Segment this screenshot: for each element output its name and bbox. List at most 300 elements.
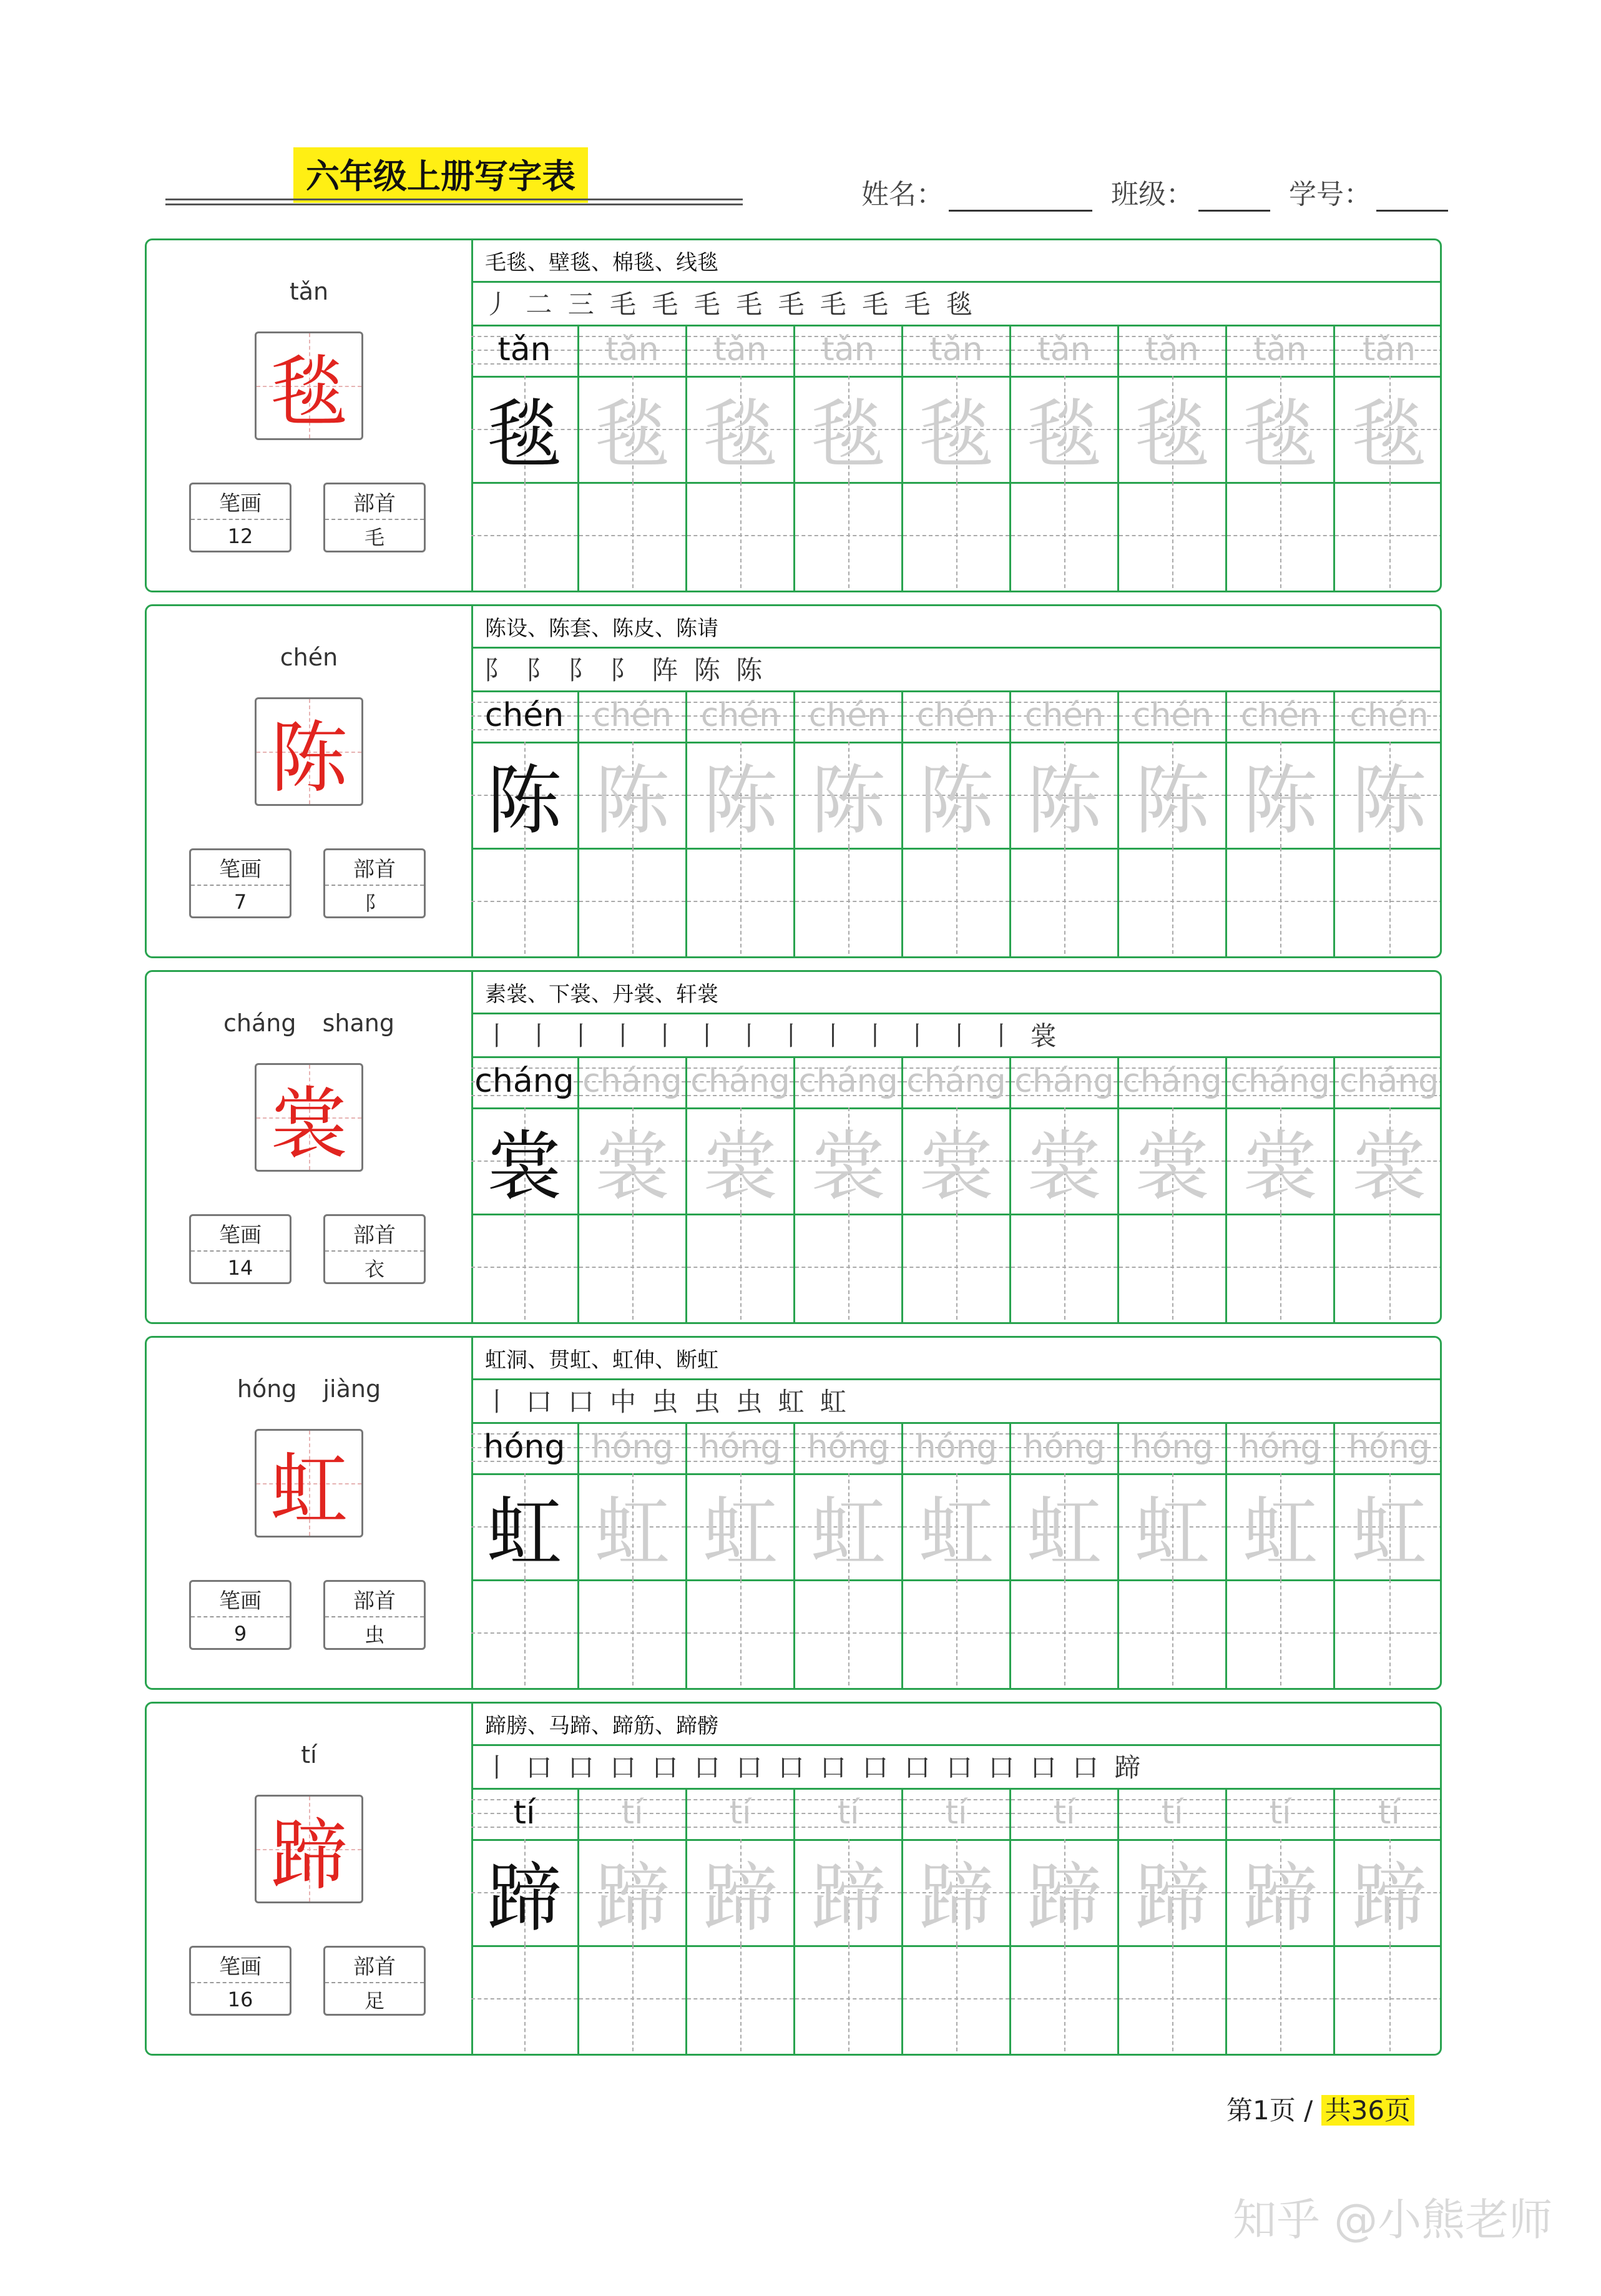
trace-cell[interactable] bbox=[903, 1473, 1009, 1581]
pinyin-cell[interactable] bbox=[1335, 325, 1442, 378]
character-block bbox=[145, 238, 1442, 592]
stroke-count-box bbox=[189, 1946, 291, 2016]
pinyin-trace: tǎn bbox=[1145, 331, 1199, 368]
practice-column bbox=[1335, 325, 1442, 591]
character-trace: 裳 bbox=[1243, 1124, 1318, 1210]
trace-cell[interactable] bbox=[579, 1473, 685, 1581]
radical-label: 部首 bbox=[325, 1582, 424, 1617]
pinyin-trace: chén bbox=[808, 697, 888, 734]
blank-writing-cell[interactable] bbox=[795, 1579, 901, 1685]
blank-writing-cell[interactable] bbox=[1335, 1579, 1442, 1685]
radical-box bbox=[323, 1580, 426, 1650]
pinyin-cell[interactable] bbox=[795, 1056, 901, 1109]
practice-column bbox=[1227, 1788, 1335, 2054]
trace-cell[interactable] bbox=[1335, 1107, 1442, 1215]
character-trace: 毯 bbox=[1135, 392, 1210, 479]
blank-writing-cell[interactable] bbox=[1119, 848, 1225, 954]
pinyin-cell[interactable] bbox=[1119, 690, 1225, 743]
blank-writing-cell[interactable] bbox=[1011, 1579, 1117, 1685]
pinyin-trace: tǎn bbox=[1362, 331, 1416, 368]
practice-column bbox=[1227, 1422, 1335, 1688]
blank-writing-cell[interactable] bbox=[795, 1214, 901, 1320]
blank-writing-cell[interactable] bbox=[903, 1214, 1009, 1320]
trace-cell[interactable] bbox=[1011, 742, 1117, 850]
blank-writing-cell[interactable] bbox=[1011, 848, 1117, 954]
trace-cell[interactable] bbox=[1011, 1839, 1117, 1947]
trace-cell[interactable] bbox=[1227, 1107, 1333, 1215]
pinyin-cell[interactable] bbox=[1119, 1422, 1225, 1475]
trace-cell[interactable] bbox=[471, 1473, 577, 1581]
character-trace: 虹 bbox=[1027, 1489, 1102, 1576]
character-trace: 陈 bbox=[811, 758, 886, 845]
practice-column bbox=[471, 690, 579, 956]
practice-area bbox=[471, 240, 1440, 591]
character-block bbox=[145, 1702, 1442, 2056]
practice-column bbox=[579, 690, 687, 956]
example-words: 蹄膀、马蹄、蹄筋、蹄髈 bbox=[471, 1704, 1440, 1746]
pinyin-cell[interactable] bbox=[1011, 1422, 1117, 1475]
trace-cell[interactable] bbox=[687, 1107, 793, 1215]
pinyin-cell[interactable] bbox=[1011, 1056, 1117, 1109]
blank-writing-cell[interactable] bbox=[579, 848, 685, 954]
practice-grid bbox=[471, 1422, 1440, 1688]
pinyin-cell[interactable] bbox=[579, 1788, 685, 1841]
trace-cell[interactable] bbox=[579, 376, 685, 484]
blank-writing-cell[interactable] bbox=[1335, 848, 1442, 954]
practice-column bbox=[1011, 325, 1119, 591]
pinyin-cell[interactable] bbox=[471, 1422, 577, 1475]
practice-column bbox=[795, 690, 903, 956]
practice-column bbox=[1011, 1422, 1119, 1688]
blank-writing-cell[interactable] bbox=[1335, 482, 1442, 588]
trace-cell[interactable] bbox=[471, 1839, 577, 1947]
stroke-count-value: 16 bbox=[227, 1988, 253, 2011]
stroke-count-value: 7 bbox=[233, 890, 247, 914]
trace-cell[interactable] bbox=[903, 376, 1009, 484]
blank-writing-cell[interactable] bbox=[1227, 848, 1333, 954]
pinyin-trace: tǎn bbox=[605, 331, 659, 368]
character-trace: 裳 bbox=[595, 1124, 670, 1210]
trace-cell[interactable] bbox=[579, 1107, 685, 1215]
blank-writing-cell[interactable] bbox=[471, 848, 577, 954]
pinyin-cell[interactable] bbox=[1335, 1422, 1442, 1475]
watermark: 知乎 @小熊老师 bbox=[1233, 2194, 1553, 2245]
blank-writing-cell[interactable] bbox=[1119, 1945, 1225, 2051]
radical-label: 部首 bbox=[325, 1948, 424, 1983]
character-trace: 毯 bbox=[487, 392, 562, 479]
practice-column bbox=[1011, 1056, 1119, 1322]
practice-column bbox=[579, 1056, 687, 1322]
id-label: 学号： bbox=[1289, 179, 1371, 210]
pinyin-trace: tí bbox=[837, 1794, 859, 1832]
pinyin-cell[interactable] bbox=[1335, 690, 1442, 743]
blank-writing-cell[interactable] bbox=[1227, 1945, 1333, 2051]
practice-column bbox=[1227, 325, 1335, 591]
character-info bbox=[147, 606, 473, 956]
pinyin-cell[interactable] bbox=[687, 1788, 793, 1841]
trace-cell[interactable] bbox=[687, 1473, 793, 1581]
practice-column bbox=[1119, 325, 1227, 591]
pinyin-trace: chén bbox=[1349, 697, 1429, 734]
character-block bbox=[145, 1336, 1442, 1690]
pinyin-trace: cháng bbox=[1014, 1062, 1114, 1100]
practice-column bbox=[1119, 1056, 1227, 1322]
pinyin-trace: tí bbox=[1161, 1794, 1183, 1832]
trace-cell[interactable] bbox=[471, 376, 577, 484]
pinyin-cell[interactable] bbox=[471, 690, 577, 743]
practice-column bbox=[687, 1788, 795, 2054]
pinyin-cell[interactable] bbox=[1335, 1056, 1442, 1109]
trace-cell[interactable] bbox=[687, 1839, 793, 1947]
pinyin-trace: hóng bbox=[591, 1428, 673, 1466]
practice-grid bbox=[471, 325, 1440, 591]
stroke-count-value: 12 bbox=[227, 524, 253, 548]
trace-cell[interactable] bbox=[1119, 1107, 1225, 1215]
blank-writing-cell[interactable] bbox=[1227, 482, 1333, 588]
pinyin-label: tǎn bbox=[289, 278, 329, 305]
character-info bbox=[147, 972, 473, 1322]
blank-writing-cell[interactable] bbox=[1011, 482, 1117, 588]
pinyin-trace: hóng bbox=[1131, 1428, 1213, 1466]
blank-writing-cell[interactable] bbox=[1335, 1945, 1442, 2051]
blank-writing-cell[interactable] bbox=[1119, 1214, 1225, 1320]
character-box bbox=[255, 331, 363, 440]
practice-column bbox=[1335, 1788, 1442, 2054]
pinyin-cell[interactable] bbox=[795, 690, 901, 743]
pinyin-trace: tí bbox=[513, 1794, 536, 1832]
character-trace: 蹄 bbox=[1135, 1855, 1210, 1942]
character-trace: 毯 bbox=[703, 392, 778, 479]
character-info bbox=[147, 1338, 473, 1688]
blank-writing-cell[interactable] bbox=[687, 482, 793, 588]
blank-writing-cell[interactable] bbox=[687, 1579, 793, 1685]
character-trace: 毯 bbox=[595, 392, 670, 479]
practice-column bbox=[687, 1056, 795, 1322]
pinyin-cell[interactable] bbox=[471, 1056, 577, 1109]
pinyin-cell[interactable] bbox=[579, 325, 685, 378]
pinyin-cell[interactable] bbox=[471, 325, 577, 378]
pinyin-cell[interactable] bbox=[1227, 325, 1333, 378]
title-underline bbox=[165, 199, 743, 205]
pinyin-cell[interactable] bbox=[1227, 1788, 1333, 1841]
pinyin-trace: hóng bbox=[807, 1428, 889, 1466]
example-words: 虹洞、贯虹、虹伸、断虹 bbox=[471, 1338, 1440, 1380]
character-trace: 裳 bbox=[487, 1124, 562, 1210]
trace-cell[interactable] bbox=[795, 1473, 901, 1581]
character-block bbox=[145, 604, 1442, 958]
practice-area bbox=[471, 972, 1440, 1322]
example-words: 毛毯、壁毯、棉毯、线毯 bbox=[471, 240, 1440, 283]
stroke-order: 丨 口 口 口 口 口 口 口 口 口 口 口 口 口 口 蹄 bbox=[471, 1744, 1440, 1790]
pinyin-trace: tí bbox=[621, 1794, 644, 1832]
stroke-order: 丨 丨 丨 丨 丨 丨 丨 丨 丨 丨 丨 丨 丨 裳 bbox=[471, 1013, 1440, 1058]
character-trace: 蹄 bbox=[1243, 1855, 1318, 1942]
pinyin-trace: hóng bbox=[699, 1428, 781, 1466]
pinyin-cell[interactable] bbox=[1011, 325, 1117, 378]
practice-area bbox=[471, 1338, 1440, 1688]
trace-cell[interactable] bbox=[1335, 742, 1442, 850]
practice-area bbox=[471, 1704, 1440, 2054]
pinyin-cell[interactable] bbox=[471, 1788, 577, 1841]
trace-cell[interactable] bbox=[1227, 1839, 1333, 1947]
blank-writing-cell[interactable] bbox=[1227, 1579, 1333, 1685]
character-trace: 虹 bbox=[811, 1489, 886, 1576]
stroke-count-value: 9 bbox=[233, 1622, 247, 1646]
stroke-order: 丿 二 三 毛 毛 毛 毛 毛 毛 毛 毛 毯 bbox=[471, 281, 1440, 326]
trace-cell[interactable] bbox=[1011, 1107, 1117, 1215]
pinyin-cell[interactable] bbox=[1227, 690, 1333, 743]
example-words: 陈设、陈套、陈皮、陈请 bbox=[471, 606, 1440, 649]
blank-writing-cell[interactable] bbox=[1011, 1945, 1117, 2051]
blank-writing-cell[interactable] bbox=[579, 1214, 685, 1320]
practice-column bbox=[1227, 690, 1335, 956]
character-trace: 蹄 bbox=[1027, 1855, 1102, 1942]
pinyin-cell[interactable] bbox=[903, 1422, 1009, 1475]
blank-writing-cell[interactable] bbox=[903, 1945, 1009, 2051]
trace-cell[interactable] bbox=[1119, 742, 1225, 850]
blank-writing-cell[interactable] bbox=[471, 1214, 577, 1320]
practice-column bbox=[795, 1788, 903, 2054]
pinyin-trace: hóng bbox=[483, 1428, 565, 1466]
blank-writing-cell[interactable] bbox=[471, 1579, 577, 1685]
student-fields bbox=[861, 172, 1448, 212]
trace-cell[interactable] bbox=[795, 376, 901, 484]
trace-cell[interactable] bbox=[471, 742, 577, 850]
character-box bbox=[255, 1063, 363, 1172]
character-box bbox=[255, 1795, 363, 1903]
practice-column bbox=[471, 1422, 579, 1688]
character-trace: 陈 bbox=[919, 758, 994, 845]
trace-cell[interactable] bbox=[795, 742, 901, 850]
practice-column bbox=[579, 1422, 687, 1688]
character-trace: 蹄 bbox=[487, 1855, 562, 1942]
blank-writing-cell[interactable] bbox=[1335, 1214, 1442, 1320]
blank-writing-cell[interactable] bbox=[795, 1945, 901, 2051]
stroke-count-box bbox=[189, 848, 291, 918]
pinyin-cell[interactable] bbox=[687, 325, 793, 378]
practice-column bbox=[903, 1056, 1011, 1322]
character-trace: 陈 bbox=[1135, 758, 1210, 845]
pinyin-cell[interactable] bbox=[687, 1422, 793, 1475]
trace-cell[interactable] bbox=[579, 1839, 685, 1947]
pinyin-trace: tí bbox=[1378, 1794, 1400, 1832]
pinyin-trace: cháng bbox=[1339, 1062, 1439, 1100]
pinyin-cell[interactable] bbox=[579, 690, 685, 743]
character-trace: 蹄 bbox=[919, 1855, 994, 1942]
stroke-count-label: 笔画 bbox=[191, 1216, 290, 1252]
practice-column bbox=[1335, 1422, 1442, 1688]
id-field[interactable] bbox=[1289, 172, 1448, 212]
practice-column bbox=[1119, 1422, 1227, 1688]
radical-label: 部首 bbox=[325, 850, 424, 886]
blank-writing-cell[interactable] bbox=[1011, 1214, 1117, 1320]
blank-writing-cell[interactable] bbox=[579, 1579, 685, 1685]
pinyin-trace: tǎn bbox=[713, 331, 767, 368]
pinyin-cell[interactable] bbox=[795, 1788, 901, 1841]
character-trace: 虹 bbox=[1243, 1489, 1318, 1576]
pinyin-trace: hóng bbox=[1348, 1428, 1430, 1466]
blank-writing-cell[interactable] bbox=[687, 1214, 793, 1320]
practice-column bbox=[1335, 690, 1442, 956]
character-trace: 陈 bbox=[703, 758, 778, 845]
pinyin-cell[interactable] bbox=[687, 1056, 793, 1109]
pinyin-trace: cháng bbox=[1122, 1062, 1222, 1100]
main-character: 虹 bbox=[270, 1445, 348, 1535]
blank-writing-cell[interactable] bbox=[795, 482, 901, 588]
pinyin-cell[interactable] bbox=[1227, 1056, 1333, 1109]
pinyin-cell[interactable] bbox=[903, 690, 1009, 743]
name-blank[interactable] bbox=[949, 179, 1092, 212]
pinyin-trace: chén bbox=[916, 697, 996, 734]
pinyin-cell[interactable] bbox=[903, 325, 1009, 378]
practice-grid bbox=[471, 1788, 1440, 2054]
main-character: 蹄 bbox=[270, 1811, 348, 1901]
pinyin-cell[interactable] bbox=[795, 1422, 901, 1475]
trace-cell[interactable] bbox=[1011, 376, 1117, 484]
trace-cell[interactable] bbox=[1119, 376, 1225, 484]
blank-writing-cell[interactable] bbox=[1119, 482, 1225, 588]
pinyin-trace: tí bbox=[1269, 1794, 1291, 1832]
trace-cell[interactable] bbox=[1227, 1473, 1333, 1581]
character-trace: 毯 bbox=[1243, 392, 1318, 479]
stroke-count-label: 笔画 bbox=[191, 850, 290, 886]
blank-writing-cell[interactable] bbox=[471, 1945, 577, 2051]
trace-cell[interactable] bbox=[1227, 376, 1333, 484]
stroke-order: 阝 阝 阝 阝 阵 陈 陈 bbox=[471, 647, 1440, 692]
pinyin-trace: tí bbox=[945, 1794, 967, 1832]
character-trace: 裳 bbox=[1351, 1124, 1427, 1210]
character-trace: 毯 bbox=[1351, 392, 1427, 479]
pinyin-cell[interactable] bbox=[579, 1056, 685, 1109]
radical-label: 部首 bbox=[325, 1216, 424, 1252]
name-field[interactable] bbox=[861, 172, 1092, 212]
practice-column bbox=[687, 325, 795, 591]
class-blank[interactable] bbox=[1198, 179, 1270, 212]
stroke-count-box bbox=[189, 1214, 291, 1284]
character-trace: 陈 bbox=[1243, 758, 1318, 845]
practice-grid bbox=[471, 1056, 1440, 1322]
radical-box bbox=[323, 848, 426, 918]
stroke-count-label: 笔画 bbox=[191, 1582, 290, 1617]
practice-grid bbox=[471, 690, 1440, 956]
name-label: 姓名： bbox=[861, 179, 944, 210]
character-block bbox=[145, 970, 1442, 1324]
pinyin-cell[interactable] bbox=[579, 1422, 685, 1475]
radical-value: 阝 bbox=[364, 891, 384, 915]
trace-cell[interactable] bbox=[1011, 1473, 1117, 1581]
trace-cell[interactable] bbox=[1227, 742, 1333, 850]
pinyin-trace: cháng bbox=[582, 1062, 682, 1100]
pinyin-trace: chén bbox=[1132, 697, 1212, 734]
pinyin-cell[interactable] bbox=[1335, 1788, 1442, 1841]
blank-writing-cell[interactable] bbox=[687, 1945, 793, 2051]
practice-column bbox=[795, 325, 903, 591]
blank-writing-cell[interactable] bbox=[687, 848, 793, 954]
trace-cell[interactable] bbox=[1335, 376, 1442, 484]
practice-column bbox=[1335, 1056, 1442, 1322]
page-total: 共36页 bbox=[1321, 2095, 1414, 2126]
pinyin-cell[interactable] bbox=[903, 1788, 1009, 1841]
trace-cell[interactable] bbox=[1335, 1839, 1442, 1947]
trace-cell[interactable] bbox=[1335, 1473, 1442, 1581]
practice-area bbox=[471, 606, 1440, 956]
trace-cell[interactable] bbox=[1119, 1473, 1225, 1581]
character-trace: 陈 bbox=[1027, 758, 1102, 845]
trace-cell[interactable] bbox=[795, 1839, 901, 1947]
blank-writing-cell[interactable] bbox=[579, 482, 685, 588]
practice-column bbox=[903, 690, 1011, 956]
trace-cell[interactable] bbox=[903, 1839, 1009, 1947]
character-trace: 毯 bbox=[919, 392, 994, 479]
practice-column bbox=[471, 1788, 579, 2054]
blank-writing-cell[interactable] bbox=[471, 482, 577, 588]
blank-writing-cell[interactable] bbox=[579, 1945, 685, 2051]
blank-writing-cell[interactable] bbox=[903, 848, 1009, 954]
practice-column bbox=[903, 1422, 1011, 1688]
practice-column bbox=[903, 1788, 1011, 2054]
class-field[interactable] bbox=[1111, 172, 1270, 212]
character-trace: 蹄 bbox=[811, 1855, 886, 1942]
pinyin-cell[interactable] bbox=[1119, 325, 1225, 378]
stroke-count-value: 14 bbox=[227, 1256, 253, 1280]
blank-writing-cell[interactable] bbox=[1119, 1579, 1225, 1685]
page-number: 第1页 / bbox=[1226, 2095, 1313, 2126]
character-trace: 虹 bbox=[1351, 1489, 1427, 1576]
pinyin-cell[interactable] bbox=[1011, 1788, 1117, 1841]
character-trace: 虹 bbox=[595, 1489, 670, 1576]
trace-cell[interactable] bbox=[903, 742, 1009, 850]
character-info bbox=[147, 240, 473, 591]
pinyin-trace: tí bbox=[1053, 1794, 1075, 1832]
pinyin-cell[interactable] bbox=[903, 1056, 1009, 1109]
blank-writing-cell[interactable] bbox=[903, 1579, 1009, 1685]
pinyin-cell[interactable] bbox=[795, 325, 901, 378]
pinyin-cell[interactable] bbox=[1227, 1422, 1333, 1475]
character-trace: 虹 bbox=[919, 1489, 994, 1576]
character-trace: 陈 bbox=[487, 758, 562, 845]
pinyin-cell[interactable] bbox=[687, 690, 793, 743]
pinyin-cell[interactable] bbox=[1119, 1788, 1225, 1841]
id-blank[interactable] bbox=[1376, 179, 1448, 212]
blank-writing-cell[interactable] bbox=[903, 482, 1009, 588]
blank-writing-cell[interactable] bbox=[795, 848, 901, 954]
trace-cell[interactable] bbox=[1119, 1839, 1225, 1947]
trace-cell[interactable] bbox=[687, 742, 793, 850]
trace-cell[interactable] bbox=[471, 1107, 577, 1215]
blank-writing-cell[interactable] bbox=[1227, 1214, 1333, 1320]
pinyin-cell[interactable] bbox=[1119, 1056, 1225, 1109]
character-trace: 陈 bbox=[1351, 758, 1427, 845]
stroke-count-label: 笔画 bbox=[191, 484, 290, 520]
trace-cell[interactable] bbox=[903, 1107, 1009, 1215]
example-words: 素裳、下裳、丹裳、轩裳 bbox=[471, 972, 1440, 1014]
trace-cell[interactable] bbox=[579, 742, 685, 850]
character-trace: 虹 bbox=[703, 1489, 778, 1576]
stroke-count-box bbox=[189, 1580, 291, 1650]
pinyin-trace: tí bbox=[729, 1794, 752, 1832]
character-trace: 毯 bbox=[811, 392, 886, 479]
trace-cell[interactable] bbox=[795, 1107, 901, 1215]
pinyin-trace: chén bbox=[592, 697, 672, 734]
trace-cell[interactable] bbox=[687, 376, 793, 484]
character-trace: 蹄 bbox=[595, 1855, 670, 1942]
pinyin-trace: hóng bbox=[915, 1428, 997, 1466]
pinyin-cell[interactable] bbox=[1011, 690, 1117, 743]
main-character: 陈 bbox=[270, 714, 348, 803]
pinyin-trace: chén bbox=[700, 697, 780, 734]
practice-column bbox=[795, 1422, 903, 1688]
character-trace: 陈 bbox=[595, 758, 670, 845]
